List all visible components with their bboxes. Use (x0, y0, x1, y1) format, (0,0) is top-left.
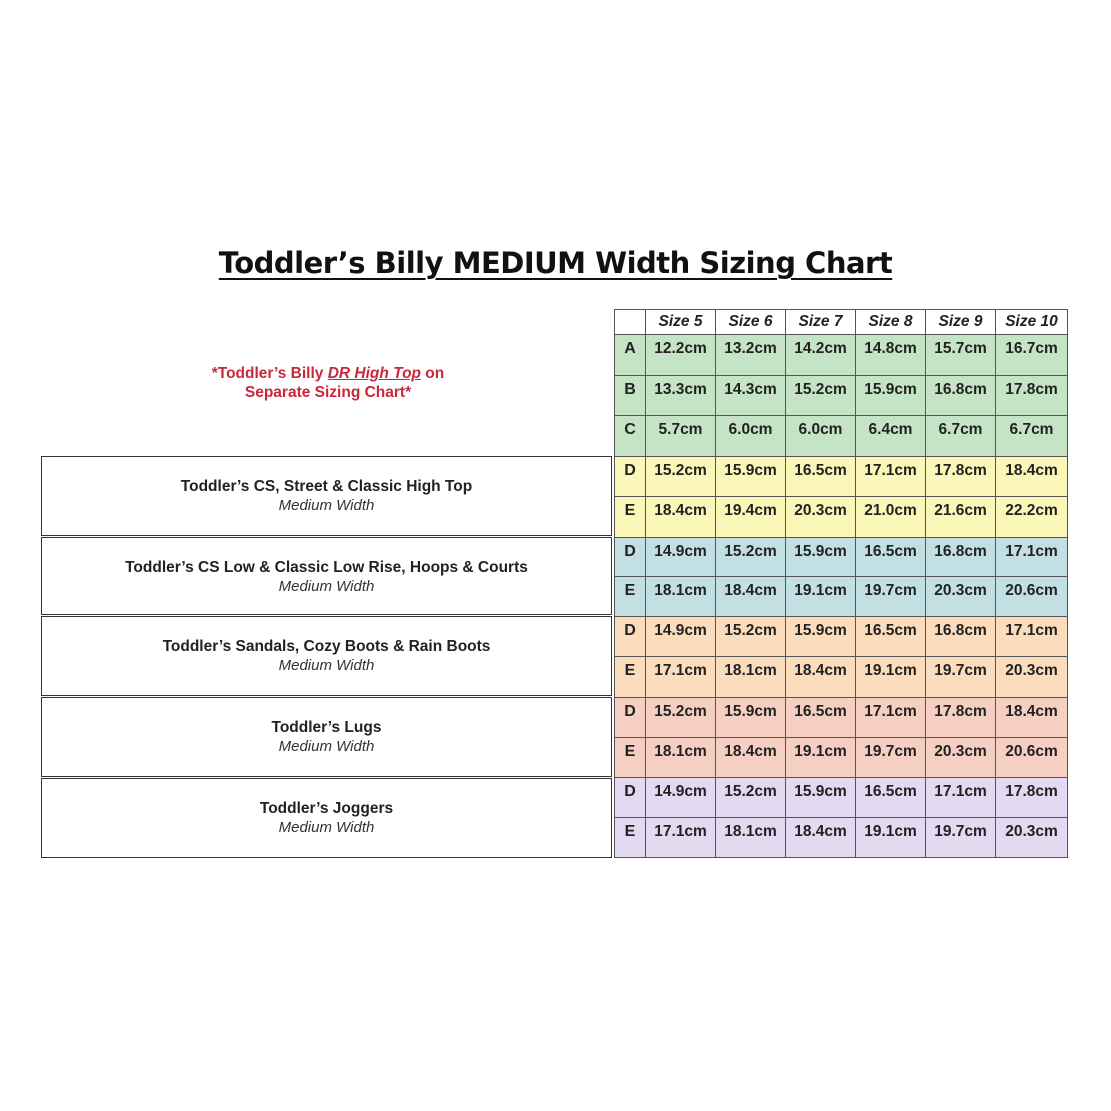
measurement-cell: 15.9cm (855, 375, 926, 416)
product-width: Medium Width (278, 578, 375, 595)
measurement-cell: 6.7cm (925, 415, 996, 457)
measurement-cell: 17.8cm (925, 456, 996, 497)
measurement-cell: 6.4cm (855, 415, 926, 457)
width-letter-cell: D (614, 616, 646, 657)
measurement-cell: 15.2cm (645, 456, 716, 497)
measurement-cell: 16.8cm (925, 375, 996, 416)
measurement-cell: 17.1cm (995, 616, 1068, 657)
width-letter-cell: A (614, 334, 646, 376)
measurement-cell: 17.1cm (995, 537, 1068, 577)
chart-title: Toddler’s Billy MEDIUM Width Sizing Chart (218, 246, 893, 280)
measurement-cell: 18.4cm (715, 576, 786, 617)
measurement-cell: 18.4cm (785, 656, 856, 698)
measurement-cell: 20.6cm (995, 737, 1068, 778)
measurement-cell: 18.4cm (645, 496, 716, 538)
measurement-cell: 16.5cm (855, 616, 926, 657)
width-letter-cell: D (614, 456, 646, 497)
measurement-cell: 18.4cm (995, 697, 1068, 738)
measurement-cell: 18.4cm (785, 817, 856, 858)
size-header-cell: Size 5 (645, 309, 716, 335)
width-letter-cell: E (614, 576, 646, 617)
measurement-cell: 17.1cm (855, 697, 926, 738)
measurement-cell: 15.2cm (715, 777, 786, 818)
dr-high-top-link[interactable]: DR High Top (327, 365, 421, 382)
measurement-cell: 15.9cm (785, 616, 856, 657)
measurement-cell: 21.6cm (925, 496, 996, 538)
product-name: Toddler’s Joggers (259, 800, 394, 817)
measurement-cell: 17.8cm (995, 777, 1068, 818)
measurement-cell: 15.9cm (715, 456, 786, 497)
measurement-cell: 22.2cm (995, 496, 1068, 538)
measurement-cell: 16.5cm (785, 697, 856, 738)
measurement-cell: 6.7cm (995, 415, 1068, 457)
size-header-cell: Size 10 (995, 309, 1068, 335)
measurement-cell: 19.1cm (785, 737, 856, 778)
measurement-cell: 19.7cm (855, 576, 926, 617)
measurement-cell: 14.2cm (785, 334, 856, 376)
measurement-cell: 19.7cm (925, 817, 996, 858)
note-line2: Separate Sizing Chart* (244, 384, 412, 401)
measurement-cell: 14.8cm (855, 334, 926, 376)
measurement-cell: 15.2cm (645, 697, 716, 738)
measurement-cell: 6.0cm (715, 415, 786, 457)
measurement-cell: 18.4cm (715, 737, 786, 778)
measurement-cell: 20.3cm (995, 656, 1068, 698)
measurement-cell: 6.0cm (785, 415, 856, 457)
width-letter-cell: E (614, 656, 646, 698)
measurement-cell: 19.7cm (925, 656, 996, 698)
measurement-cell: 18.1cm (645, 737, 716, 778)
measurement-cell: 15.9cm (715, 697, 786, 738)
measurement-cell: 20.6cm (995, 576, 1068, 617)
width-letter-cell: B (614, 375, 646, 416)
measurement-cell: 17.8cm (995, 375, 1068, 416)
width-letter-cell: E (614, 496, 646, 538)
size-header-cell: Size 8 (855, 309, 926, 335)
measurement-cell: 12.2cm (645, 334, 716, 376)
measurement-cell: 17.1cm (925, 777, 996, 818)
measurement-cell: 15.2cm (785, 375, 856, 416)
measurement-cell: 15.9cm (785, 537, 856, 577)
measurement-cell: 14.9cm (645, 777, 716, 818)
measurement-cell: 19.1cm (855, 656, 926, 698)
measurement-cell: 18.4cm (995, 456, 1068, 497)
measurement-cell: 20.3cm (785, 496, 856, 538)
measurement-cell: 17.1cm (645, 656, 716, 698)
measurement-cell: 19.4cm (715, 496, 786, 538)
product-width: Medium Width (278, 738, 375, 755)
product-name: Toddler’s CS Low & Classic Low Rise, Hoops & Courts (125, 559, 528, 576)
measurement-cell: 19.1cm (785, 576, 856, 617)
measurement-cell: 16.7cm (995, 334, 1068, 376)
measurement-cell: 18.1cm (645, 576, 716, 617)
measurement-cell: 16.5cm (855, 537, 926, 577)
measurement-cell: 16.5cm (855, 777, 926, 818)
size-header-cell: Size 7 (785, 309, 856, 335)
measurement-cell: 17.1cm (645, 817, 716, 858)
width-letter-cell: D (614, 777, 646, 818)
measurement-cell: 17.1cm (855, 456, 926, 497)
measurement-cell: 21.0cm (855, 496, 926, 538)
width-letter-cell: D (614, 697, 646, 738)
measurement-cell: 16.8cm (925, 616, 996, 657)
product-name: Toddler’s CS, Street & Classic High Top (180, 478, 473, 495)
size-header-cell: Size 9 (925, 309, 996, 335)
measurement-cell: 16.5cm (785, 456, 856, 497)
measurement-cell: 15.2cm (715, 616, 786, 657)
width-letter-cell: C (614, 415, 646, 457)
measurement-cell: 19.1cm (855, 817, 926, 858)
measurement-cell: 13.2cm (715, 334, 786, 376)
note-suffix: on (421, 365, 445, 382)
measurement-cell: 15.7cm (925, 334, 996, 376)
measurement-cell: 20.3cm (995, 817, 1068, 858)
product-width: Medium Width (278, 657, 375, 674)
measurement-cell: 15.2cm (715, 537, 786, 577)
header-corner-cell (614, 309, 646, 335)
width-letter-cell: D (614, 537, 646, 577)
product-name: Toddler’s Sandals, Cozy Boots & Rain Boots (162, 638, 491, 655)
measurement-cell: 14.3cm (715, 375, 786, 416)
width-letter-cell: E (614, 737, 646, 778)
product-name: Toddler’s Lugs (271, 719, 382, 736)
measurement-cell: 18.1cm (715, 817, 786, 858)
measurement-cell: 17.8cm (925, 697, 996, 738)
measurement-cell: 20.3cm (925, 737, 996, 778)
measurement-cell: 5.7cm (645, 415, 716, 457)
measurement-cell: 14.9cm (645, 616, 716, 657)
measurement-cell: 16.8cm (925, 537, 996, 577)
product-width: Medium Width (278, 497, 375, 514)
measurement-cell: 18.1cm (715, 656, 786, 698)
measurement-cell: 14.9cm (645, 537, 716, 577)
width-letter-cell: E (614, 817, 646, 858)
note-prefix: *Toddler’s Billy (211, 365, 328, 382)
product-width: Medium Width (278, 819, 375, 836)
size-header-cell: Size 6 (715, 309, 786, 335)
measurement-cell: 13.3cm (645, 375, 716, 416)
measurement-cell: 15.9cm (785, 777, 856, 818)
measurement-cell: 19.7cm (855, 737, 926, 778)
measurement-cell: 20.3cm (925, 576, 996, 617)
